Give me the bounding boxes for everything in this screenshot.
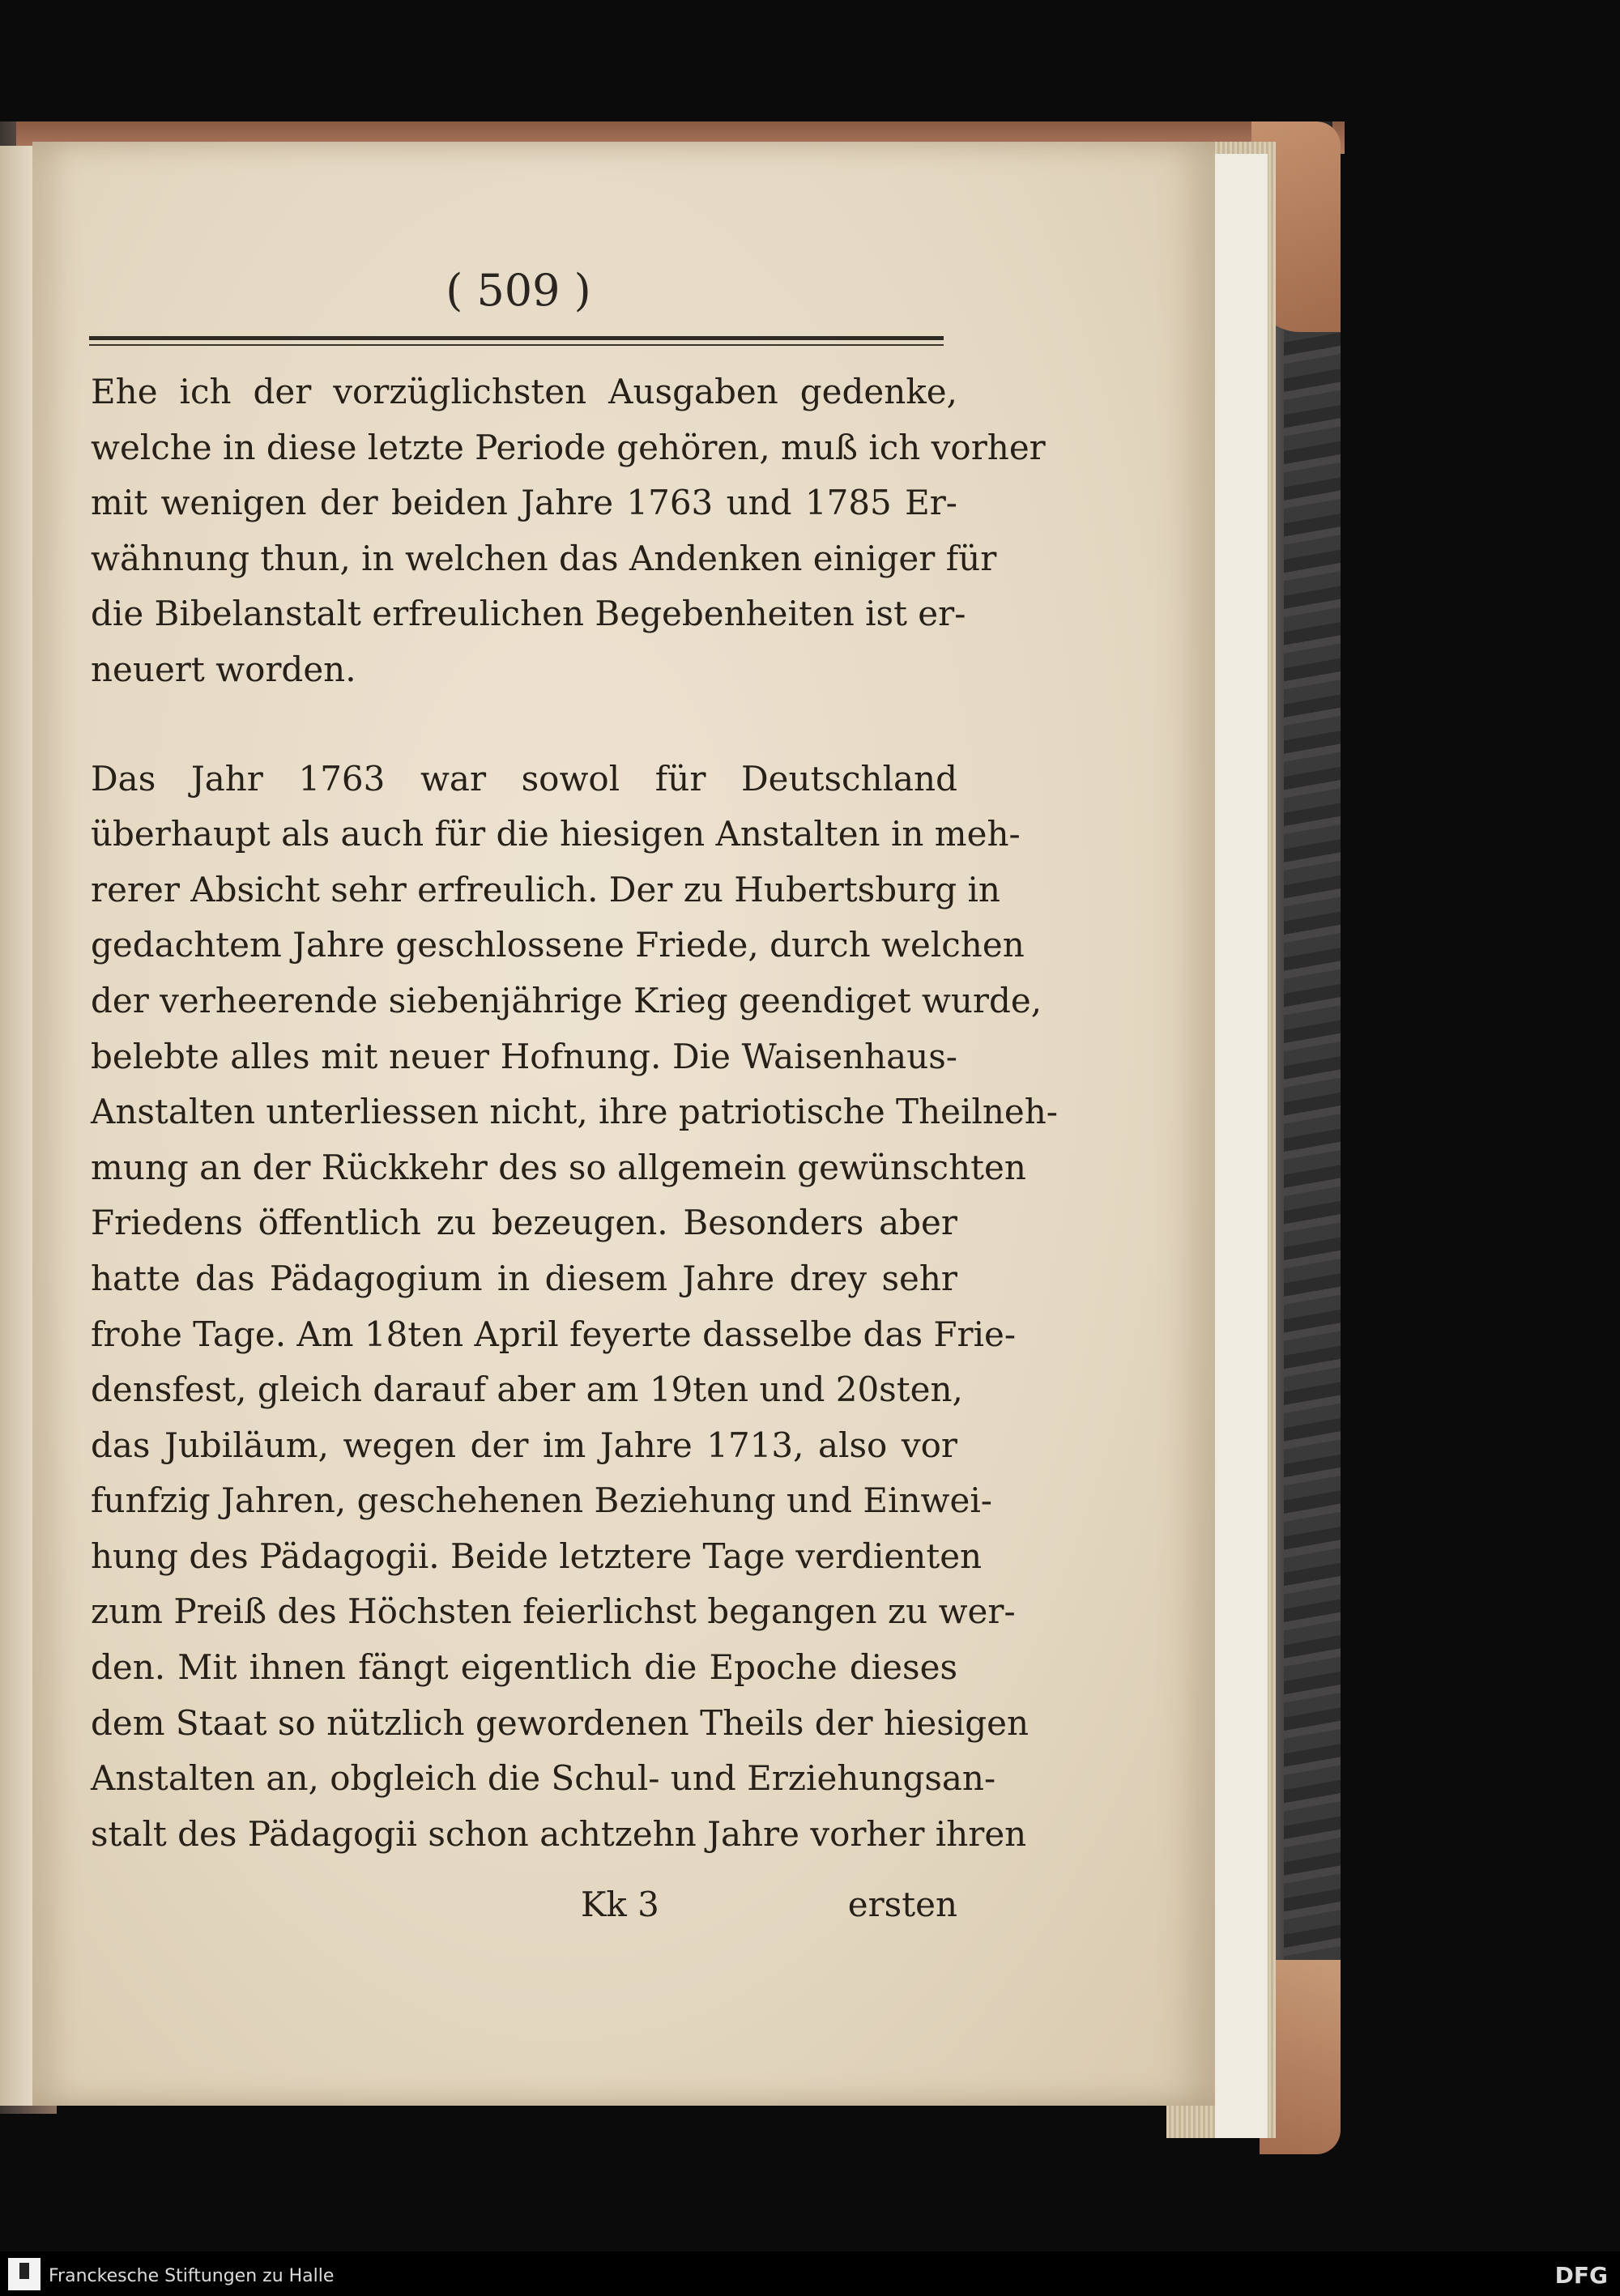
text-line: dem Staat so nützlich gewordenen Theils der hiesigen bbox=[91, 1702, 1030, 1743]
text-line: zum Preiß des Höchsten feierlichst begangen zu wer- bbox=[91, 1591, 1016, 1632]
paragraph-gap bbox=[91, 698, 957, 752]
text-line: Anstalten unterliessen nicht, ihre patriotische Theilneh- bbox=[91, 1092, 1058, 1132]
text-line: stalt des Pädagogii schon achtzehn Jahre vorher ihren bbox=[91, 1813, 1027, 1854]
institution-logo-icon bbox=[8, 2258, 40, 2290]
text-line: hatte das Pädagogium in diesem Jahre drey sehr bbox=[91, 1258, 957, 1298]
text-line: Ehe ich der vorzüglichsten Ausgaben gedenke, bbox=[91, 372, 957, 411]
text-line: rerer Absicht sehr erfreulich. Der zu Hubertsburg in bbox=[91, 869, 1000, 909]
book-page bbox=[32, 142, 1215, 2106]
text-line: wähnung thun, in welchen das Andenken einiger für bbox=[91, 538, 997, 578]
text-line: mit wenigen der beiden Jahre 1763 und 1785 Er- bbox=[91, 483, 957, 523]
text-line: densfest, gleich darauf aber am 19ten und 20sten, bbox=[91, 1370, 963, 1410]
text-line: neuert worden. bbox=[91, 649, 356, 689]
page-number-header: ( 509 ) bbox=[446, 265, 591, 316]
text-line: welche in diese letzte Periode gehören, muß ich vorher bbox=[91, 427, 1046, 467]
text-line: Das Jahr 1763 war sowol für Deutschland bbox=[91, 758, 957, 799]
text-line: Anstalten an, obgleich die Schul- und Erziehungsan- bbox=[91, 1758, 996, 1799]
text-line: belebte alles mit neuer Hofnung. Die Waisenhaus- bbox=[91, 1036, 957, 1076]
signature-mark: Kk 3 bbox=[581, 1885, 659, 1924]
text-line: gedachtem Jahre geschlossene Friede, durch welchen bbox=[91, 925, 1025, 965]
text-line: das Jubiläum, wegen der im Jahre 1713, also vor bbox=[91, 1425, 957, 1465]
text-line: mung an der Rückkehr des so allgemein gewünschten bbox=[91, 1147, 1026, 1187]
marbled-board bbox=[1284, 292, 1341, 1968]
text-line: überhaupt als auch für die hiesigen Anstalten in meh- bbox=[91, 814, 1021, 854]
text-line: funfzig Jahren, geschehenen Beziehung und Einwei- bbox=[91, 1480, 992, 1521]
header-rule-thin bbox=[89, 344, 944, 346]
catchword: ersten bbox=[847, 1885, 957, 1924]
page-footer bbox=[91, 1885, 957, 1933]
text-line: Friedens öffentlich zu bezeugen. Besonders aber bbox=[91, 1203, 957, 1243]
paragraph bbox=[91, 752, 1058, 1863]
left-page-edge bbox=[0, 146, 34, 2106]
text-line: die Bibelanstalt erfreulichen Begebenheiten ist er- bbox=[91, 594, 966, 634]
dfg-logo: DFG bbox=[1554, 2262, 1608, 2289]
institution-label: Franckesche Stiftungen zu Halle bbox=[49, 2266, 335, 2286]
text-line: den. Mit ihnen fängt eigentlich die Epoche dieses bbox=[91, 1647, 957, 1688]
text-line: frohe Tage. Am 18ten April feyerte dasselbe das Frie- bbox=[91, 1314, 1017, 1354]
body-text bbox=[91, 364, 1058, 1862]
text-line: hung des Pädagogii. Beide letztere Tage verdienten bbox=[91, 1536, 983, 1576]
paper-strip bbox=[1215, 154, 1268, 2138]
header-rule bbox=[89, 336, 944, 340]
paragraph bbox=[91, 364, 1046, 698]
text-line: der verheerende siebenjährige Krieg geendiget wurde, bbox=[91, 980, 1042, 1020]
